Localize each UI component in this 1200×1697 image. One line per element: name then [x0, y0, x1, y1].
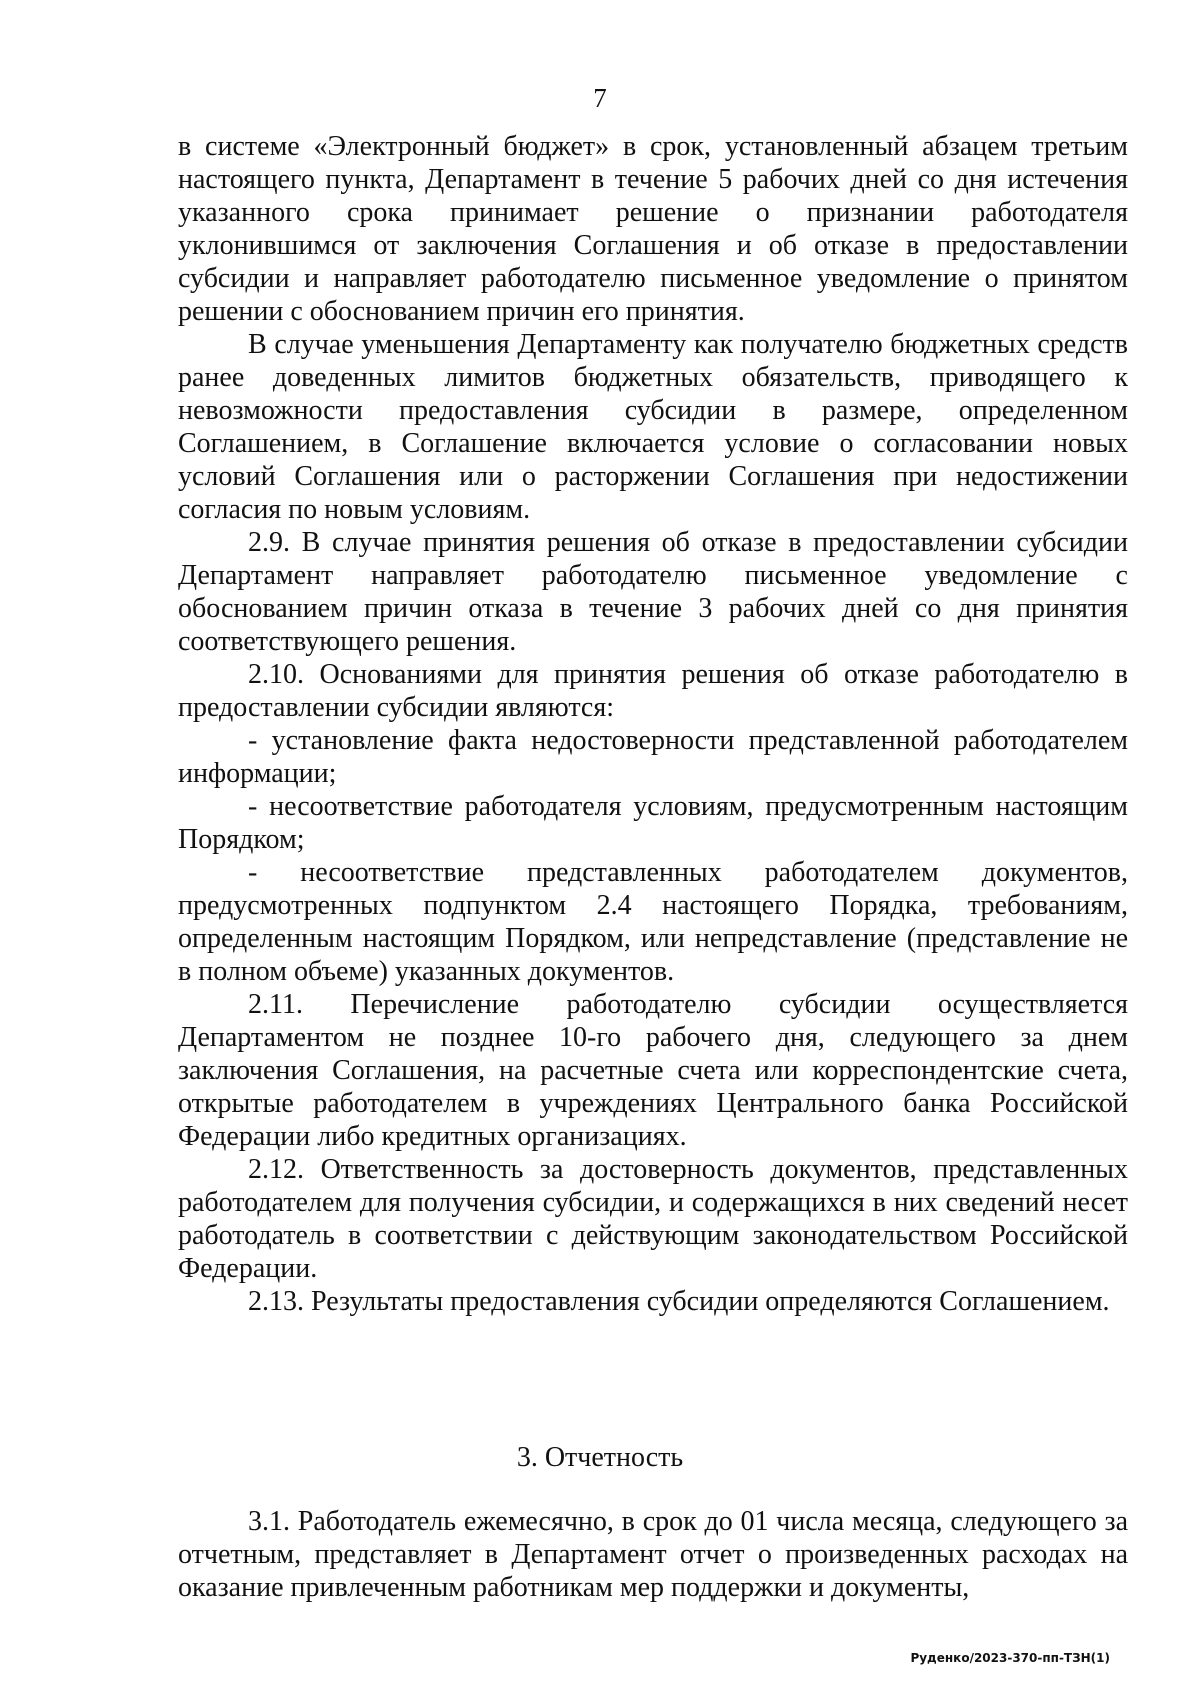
section-heading: 3. Отчетность — [516, 1442, 684, 1473]
paragraph-2-12: 2.12. Ответственность за достоверность документов, представленных работодателем для получения субсидии, и содержащихся в них сведений несет работодатель в соответствии с действующим законодательством Российской Федерации. — [178, 1154, 1128, 1284]
list-item: - установление факта недостоверности представленной работодателем информации; — [178, 725, 1128, 789]
paragraph-2-13: 2.13. Результаты предоставления субсидии определяются Соглашением. — [248, 1286, 1110, 1317]
document-code: Руденко/2023-370-пп-ТЗН(1) — [910, 1651, 1110, 1665]
list-item: - несоответствие работодателя условиям, предусмотренным настоящим Порядком; — [178, 791, 1128, 855]
paragraph-3-1: 3.1. Работодатель ежемесячно, в срок до 01 числа месяца, следующего за отчетным, представляет в Департамент отчет о произведенных расходах на оказание привлеченным работникам мер поддержки и документы, — [178, 1506, 1128, 1603]
paragraph: В случае уменьшения Департаменту как получателю бюджетных средств ранее доведенных лимитов бюджетных обязательств, приводящего к невозможности предоставления субсидии в размере, определенном Соглашением, в Соглашение включается условие о согласовании новых условий Соглашения или о расторжении Соглашения при недостижении согласия по новым условиям. — [178, 329, 1128, 525]
paragraph-2-10: 2.10. Основаниями для принятия решения об отказе работодателю в предоставлении субсидии являются: — [178, 659, 1128, 723]
section-body — [178, 1505, 1128, 1604]
list-item: - несоответствие представленных работодателем документов, предусмотренных подпунктом 2.4 настоящего Порядка, требованиям, определенным настоящим Порядком, или непредставление (представление не в полном объеме) указанных документов. — [178, 857, 1128, 987]
document-body — [178, 130, 1128, 1320]
paragraph-2-9: 2.9. В случае принятия решения об отказе в предоставлении субсидии Департамент направляет работодателю письменное уведомление с обоснованием причин отказа в течение 3 рабочих дней со дня принятия соответствующего решения. — [178, 527, 1128, 657]
paragraph: в системе «Электронный бюджет» в срок, установленный абзацем третьим настоящего пункта, Департамент в течение 5 рабочих дней со дня истечения указанного срока принимает решение о признании работодателя уклонившимся от заключения Соглашения и об отказе в предоставлении субсидии и направляет работодателю письменное уведомление о принятом решении с обоснованием причин его принятия. — [178, 131, 1128, 327]
page-number: 7 — [593, 83, 607, 113]
paragraph-2-11: 2.11. Перечисление работодателю субсидии осуществляется Департаментом не позднее 10-го рабочего дня, следующего за днем заключения Соглашения, на расчетные счета или корреспондентские счета, открытые работодателем в учреждениях Центрального банка Российской Федерации либо кредитных организациях. — [178, 989, 1128, 1152]
